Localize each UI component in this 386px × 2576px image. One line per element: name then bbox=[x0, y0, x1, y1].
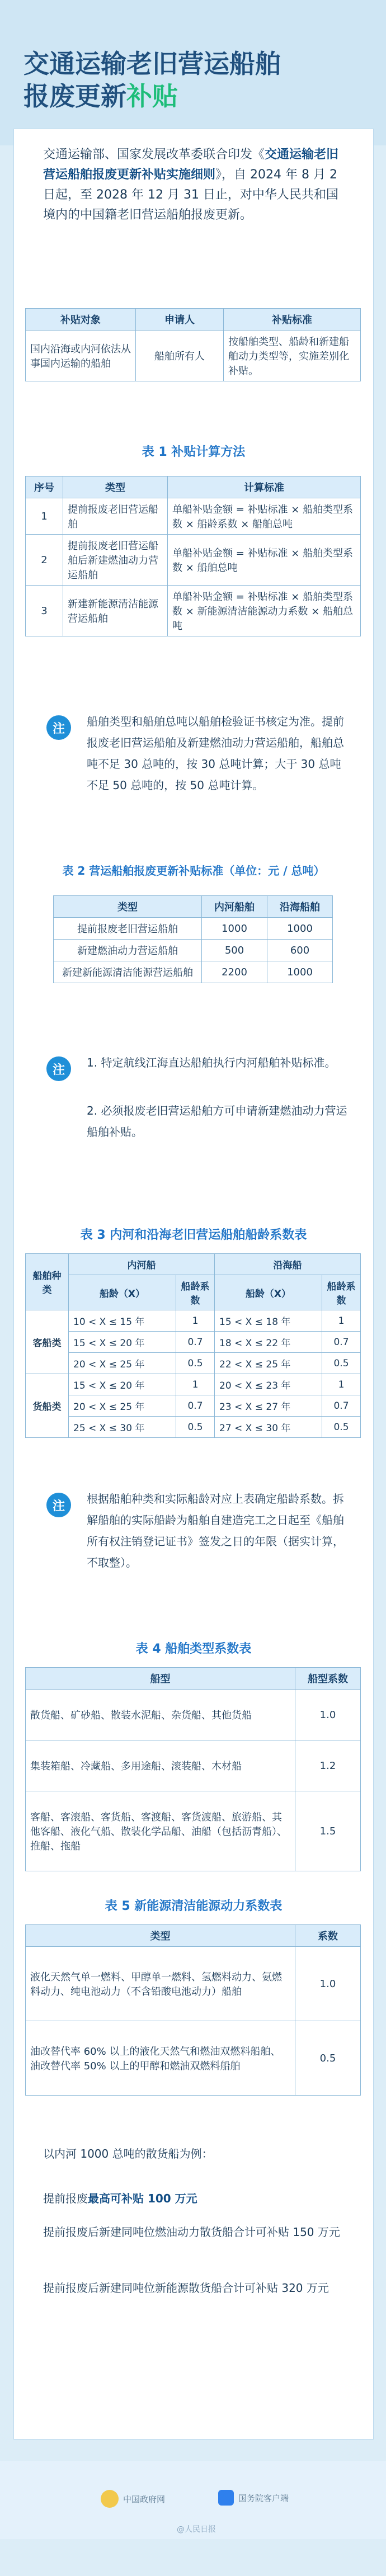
table-cell: 0.5 bbox=[176, 1353, 215, 1374]
table-cell: 27 < X ≤ 30 年 bbox=[215, 1417, 322, 1438]
table-cell: 1 bbox=[26, 498, 63, 535]
table-cell: 1.0 bbox=[295, 1690, 361, 1740]
table-row bbox=[26, 498, 361, 535]
table1 bbox=[25, 476, 361, 636]
note1-box bbox=[39, 705, 352, 839]
table-cell: 国内沿海或内河依法从事国内运输的船舶 bbox=[26, 331, 136, 381]
note2-item-1: 1. 特定航线江海直达船舶执行内河船舶补贴标准。 bbox=[87, 1056, 336, 1069]
table3-header: 船龄系数 bbox=[322, 1275, 361, 1310]
table-cell: 15 < X ≤ 18 年 bbox=[215, 1310, 322, 1332]
table-cell: 600 bbox=[267, 940, 333, 961]
table-cell: 2 bbox=[26, 535, 63, 586]
footer bbox=[0, 2461, 386, 2539]
content-card bbox=[13, 129, 374, 2440]
title-part-2: 报废更新 bbox=[23, 81, 126, 111]
table-cell: 1000 bbox=[202, 918, 267, 940]
table-row bbox=[26, 1374, 361, 1395]
table-cell: 1 bbox=[322, 1310, 361, 1332]
table-cell: 0.7 bbox=[176, 1332, 215, 1353]
table-cell: 0.5 bbox=[176, 1417, 215, 1438]
table-cell: 单船补贴金额 = 补贴标准 × 船舶类型系数 × 新能源清洁能源动力系数 × 船舶总吨 bbox=[168, 586, 361, 636]
title-line-2 bbox=[23, 80, 281, 112]
summary-table bbox=[25, 308, 361, 381]
footer-source-left bbox=[101, 2490, 165, 2508]
example-intro: 以内河 1000 总吨的散货船为例： bbox=[43, 2147, 213, 2160]
table-cell: 客船、客滚船、客货船、客渡船、客货渡船、旅游船、其他客船、液化气船、散装化学品船、油船（包括沥青船）、推船、拖船 bbox=[26, 1791, 295, 1871]
table-cell: 15 < X ≤ 20 年 bbox=[69, 1374, 176, 1395]
table-cell: 0.5 bbox=[322, 1353, 361, 1374]
intro-text-c: 》，自 2024 年 8 月 2 日起，至 2028 年 12 月 31 日止，对中华人民共和国境内的中国籍老旧营运船舶报废更新。 bbox=[43, 168, 338, 222]
table-cell: 0.5 bbox=[295, 2021, 361, 2096]
footer-left-label: 中国政府网 bbox=[123, 2494, 166, 2504]
table-row bbox=[26, 1310, 361, 1332]
table2 bbox=[53, 895, 333, 983]
table-cell: 新建新能源清洁能源营运船舶 bbox=[54, 961, 202, 983]
table-cell: 15 < X ≤ 20 年 bbox=[69, 1332, 176, 1353]
table-row bbox=[54, 918, 333, 940]
table-row bbox=[26, 1690, 361, 1740]
table3-header: 内河船 bbox=[69, 1254, 215, 1275]
table-cell: 按船舶类型、船龄和新建船舶动力类型等，实施差别化补贴。 bbox=[224, 331, 361, 381]
table-cell: 0.5 bbox=[322, 1417, 361, 1438]
table4-header: 船型系数 bbox=[295, 1668, 361, 1690]
table-cell: 20 < X ≤ 25 年 bbox=[69, 1353, 176, 1374]
table-cell: 1000 bbox=[267, 918, 333, 940]
table1-header: 类型 bbox=[63, 476, 168, 498]
table-cell: 18 < X ≤ 22 年 bbox=[215, 1332, 322, 1353]
table-cell: 1 bbox=[176, 1310, 215, 1332]
note3-text: 根据船舶种类和实际船龄对应上表确定船龄系数。拆解船舶的实际船龄为船舶自建造完工之日起至《船舶所有权注销登记证书》签发之日的年限（据实计算，不取整）。 bbox=[87, 1492, 344, 1569]
table-row bbox=[26, 586, 361, 636]
intro-policy-name: 交通运输老旧营运船舶报废更新补贴实施细则 bbox=[43, 148, 339, 182]
table-row bbox=[54, 940, 333, 961]
table-row bbox=[54, 961, 333, 983]
table4-header: 船型 bbox=[26, 1668, 295, 1690]
table-cell: 提前报废老旧营运船舶 bbox=[63, 498, 168, 535]
table-cell: 23 < X ≤ 27 年 bbox=[215, 1395, 322, 1417]
table1-header: 序号 bbox=[26, 476, 63, 498]
table-row bbox=[26, 331, 361, 381]
table5-caption: 表 5 新能源清洁能源动力系数表 bbox=[105, 1899, 283, 1913]
table-cell: 0.7 bbox=[322, 1395, 361, 1417]
table-cell: 1000 bbox=[267, 961, 333, 983]
page-title bbox=[23, 48, 281, 112]
table-cell: 1 bbox=[322, 1374, 361, 1395]
note-badge: 注 bbox=[46, 1493, 71, 1517]
summary-header: 补贴对象 bbox=[26, 309, 136, 331]
table-row bbox=[26, 1791, 361, 1871]
table-cell: 新建燃油动力营运船舶 bbox=[54, 940, 202, 961]
table-cell: 集装箱船、冷藏船、多用途船、滚装船、木材船 bbox=[26, 1740, 295, 1791]
summary-header: 申请人 bbox=[136, 309, 224, 331]
table-cell: 10 < X ≤ 15 年 bbox=[69, 1310, 176, 1332]
table-row bbox=[26, 535, 361, 586]
table-row bbox=[26, 1395, 361, 1417]
table2-header: 沿海船舶 bbox=[267, 896, 333, 918]
table-row bbox=[26, 2021, 361, 2096]
summary-header: 补贴标准 bbox=[224, 309, 361, 331]
table3-header: 船龄系数 bbox=[176, 1275, 215, 1310]
example-line-1-prefix: 提前报废 bbox=[43, 2192, 88, 2205]
note1-text: 船舶类型和船舶总吨以船舶检验证书核定为准。提前报废老旧营运船舶及新建燃油动力营运船舶，船舶总吨不足 30 总吨的，按 30 总吨计算；大于 30 总吨不足 50 总吨的，按 50 总吨计算。 bbox=[87, 715, 344, 792]
note-badge: 注 bbox=[46, 715, 71, 740]
table-cell: 提前报废老旧营运船舶后新建燃油动力营运船舶 bbox=[63, 535, 168, 586]
table-cell: 单船补贴金额 = 补贴标准 × 船舶类型系数 × 船龄系数 × 船舶总吨 bbox=[168, 498, 361, 535]
table-row bbox=[26, 1417, 361, 1438]
footer-source-right bbox=[218, 2490, 289, 2506]
intro-text-a: 交通运输部、国家发展改革委联合印发《 bbox=[43, 148, 265, 162]
table-cell: 1.5 bbox=[295, 1791, 361, 1871]
note3-box bbox=[39, 1483, 352, 1617]
table3-header: 船龄（X） bbox=[69, 1275, 176, 1310]
table-cell: 新建新能源清洁能源营运船舶 bbox=[63, 586, 168, 636]
table-cell: 20 < X ≤ 23 年 bbox=[215, 1374, 322, 1395]
table3 bbox=[25, 1253, 361, 1438]
table-cell: 1.0 bbox=[295, 1947, 361, 2021]
table2-header: 内河船舶 bbox=[202, 896, 267, 918]
table-cell: 0.7 bbox=[176, 1395, 215, 1417]
example-line-3: 提前报废后新建同吨位新能源散货船合计可补贴 320 万元 bbox=[43, 2281, 329, 2295]
table-cell: 22 < X ≤ 25 年 bbox=[215, 1353, 322, 1374]
example-line-2: 提前报废后新建同吨位燃油动力散货船合计可补贴 150 万元 bbox=[43, 2225, 340, 2239]
table-group-label: 货船类 bbox=[26, 1374, 69, 1438]
table5 bbox=[25, 1924, 361, 2096]
table-cell: 散货船、矿砂船、散装水泥船、杂货船、其他货船 bbox=[26, 1690, 295, 1740]
table-row bbox=[26, 1332, 361, 1353]
table1-header: 计算标准 bbox=[168, 476, 361, 498]
table5-header: 系数 bbox=[295, 1925, 361, 1947]
table-cell: 20 < X ≤ 25 年 bbox=[69, 1395, 176, 1417]
table2-caption: 表 2 营运船舶报废更新补贴标准（单位：元 / 总吨） bbox=[62, 864, 325, 877]
table-cell: 3 bbox=[26, 586, 63, 636]
title-accent: 补贴 bbox=[126, 81, 178, 111]
table-cell: 25 < X ≤ 30 年 bbox=[69, 1417, 176, 1438]
table-cell: 船舶所有人 bbox=[136, 331, 224, 381]
table-cell: 1.2 bbox=[295, 1740, 361, 1791]
watermark: @人民日报 bbox=[177, 2525, 216, 2534]
table-row bbox=[26, 1740, 361, 1791]
table1-caption: 表 1 补贴计算方法 bbox=[142, 445, 246, 459]
table-cell: 提前报废老旧营运船舶 bbox=[54, 918, 202, 940]
intro-paragraph bbox=[43, 145, 345, 225]
table-row bbox=[26, 1353, 361, 1374]
table-group-label: 客船类 bbox=[26, 1310, 69, 1374]
table-cell: 液化天然气单一燃料、甲醇单一燃料、氢燃料动力、氨燃料动力、纯电池动力（不含铅酸电池动力）船舶 bbox=[26, 1947, 295, 2021]
table2-header: 类型 bbox=[54, 896, 202, 918]
note2-box bbox=[39, 1046, 352, 1158]
table-cell: 单船补贴金额 = 补贴标准 × 船舶类型系数 × 船舶总吨 bbox=[168, 535, 361, 586]
table4 bbox=[25, 1667, 361, 1871]
table-cell: 500 bbox=[202, 940, 267, 961]
note2-item-2: 2. 必须报废老旧营运船舶方可申请新建燃油动力营运船舶补贴。 bbox=[87, 1104, 347, 1139]
table-cell: 0.7 bbox=[322, 1332, 361, 1353]
example-line-1-highlight: 最高可补贴 100 万元 bbox=[88, 2192, 197, 2205]
app-logo-icon bbox=[218, 2490, 234, 2506]
example-line-1 bbox=[43, 2187, 345, 2210]
title-line-1: 交通运输老旧营运船舶 bbox=[23, 49, 281, 79]
footer-right-label: 国务院客户端 bbox=[238, 2493, 289, 2503]
table-cell: 2200 bbox=[202, 961, 267, 983]
table3-header: 船舶种类 bbox=[26, 1254, 69, 1310]
note-badge: 注 bbox=[46, 1056, 71, 1081]
table-cell: 1 bbox=[176, 1374, 215, 1395]
table3-caption: 表 3 内河和沿海老旧营运船舶船龄系数表 bbox=[80, 1228, 307, 1242]
table-cell: 油改替代率 60% 以上的液化天然气和燃油双燃料船舶、油改替代率 50% 以上的甲醇和燃油双燃料船舶 bbox=[26, 2021, 295, 2096]
table-row bbox=[26, 1947, 361, 2021]
table3-header: 沿海船 bbox=[215, 1254, 361, 1275]
table4-caption: 表 4 船舶类型系数表 bbox=[135, 1642, 252, 1656]
table3-header: 船龄（X） bbox=[215, 1275, 322, 1310]
table5-header: 类型 bbox=[26, 1925, 295, 1947]
gov-emblem-icon bbox=[101, 2490, 119, 2508]
